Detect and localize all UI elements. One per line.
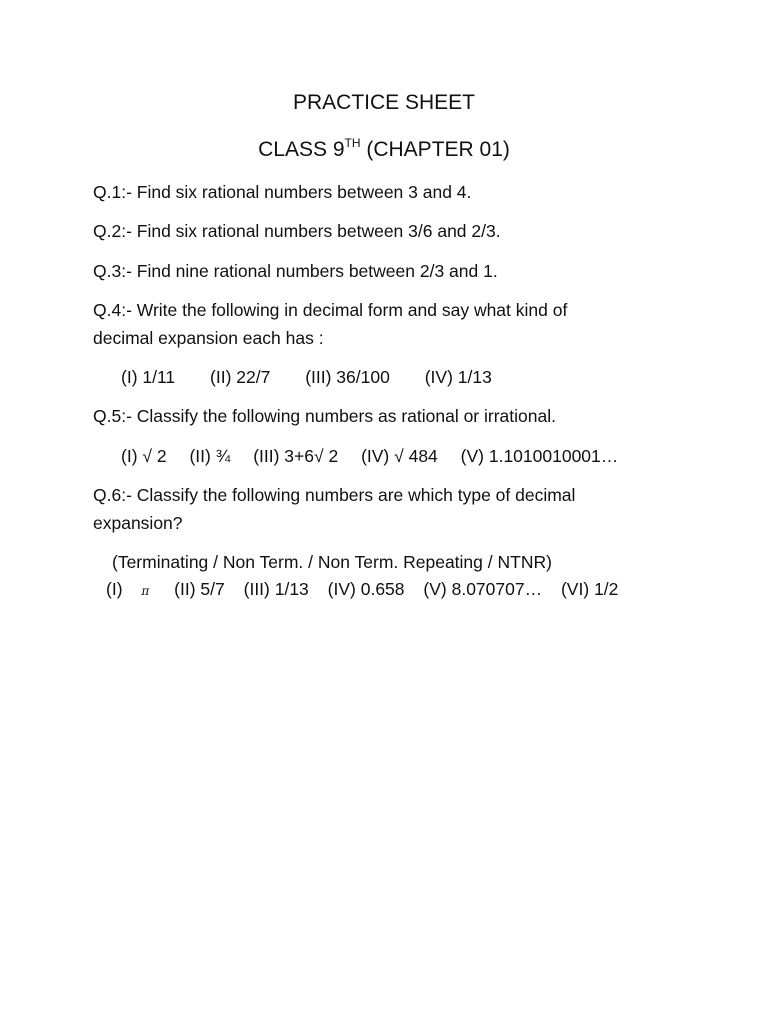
question-5: Q.5:- Classify the following numbers as rational or irrational. xyxy=(93,406,556,426)
question-6-line-2: expansion? xyxy=(93,513,183,533)
pi-symbol: π xyxy=(141,584,150,598)
class-suffix: (CHAPTER 01) xyxy=(360,138,510,161)
question-6-categories: (Terminating / Non Term. / Non Term. Repeating / NTNR) xyxy=(112,552,552,572)
q6-option-5: (V) 8.070707… xyxy=(423,579,543,599)
q6-option-3: (III) 1/13 xyxy=(243,579,309,599)
q4-option-2: (II) 22/7 xyxy=(210,367,271,387)
sheet-title: PRACTICE SHEET xyxy=(292,91,476,114)
question-4-line-1: Q.4:- Write the following in decimal form and say what kind of xyxy=(93,300,568,320)
q4-option-3: (III) 36/100 xyxy=(305,367,390,387)
q6-option-1-label: (I) xyxy=(106,579,123,599)
class-superscript: TH xyxy=(344,136,361,150)
q4-option-1: (I) 1/11 xyxy=(121,367,176,387)
q6-option-2: (II) 5/7 xyxy=(174,579,225,599)
q5-option-3: (III) 3+6√ 2 xyxy=(253,446,339,466)
q5-option-5: (V) 1.1010010001… xyxy=(460,446,619,466)
question-4-options xyxy=(121,363,761,391)
q5-option-4: (IV) √ 484 xyxy=(361,446,438,466)
class-heading xyxy=(0,138,768,162)
question-6-line-1: Q.6:- Classify the following numbers are which type of decimal xyxy=(93,485,576,505)
q6-option-4: (IV) 0.658 xyxy=(327,579,405,599)
question-2: Q.2:- Find six rational numbers between 3/6 and 2/3. xyxy=(93,221,501,241)
q6-option-1 xyxy=(106,579,163,599)
question-4-line-2: decimal expansion each has : xyxy=(93,328,324,348)
q5-option-2: (II) ¾ xyxy=(189,446,231,466)
q4-option-4: (IV) 1/13 xyxy=(424,367,492,387)
q6-option-6: (VI) 1/2 xyxy=(560,579,619,599)
question-1: Q.1:- Find six rational numbers between 3 and 4. xyxy=(93,182,472,202)
question-6-options xyxy=(106,575,746,605)
class-prefix: CLASS 9 xyxy=(258,138,345,161)
question-3: Q.3:- Find nine rational numbers between 2/3 and 1. xyxy=(93,261,498,281)
q5-option-1: (I) √ 2 xyxy=(121,446,167,466)
question-5-options xyxy=(121,442,761,470)
